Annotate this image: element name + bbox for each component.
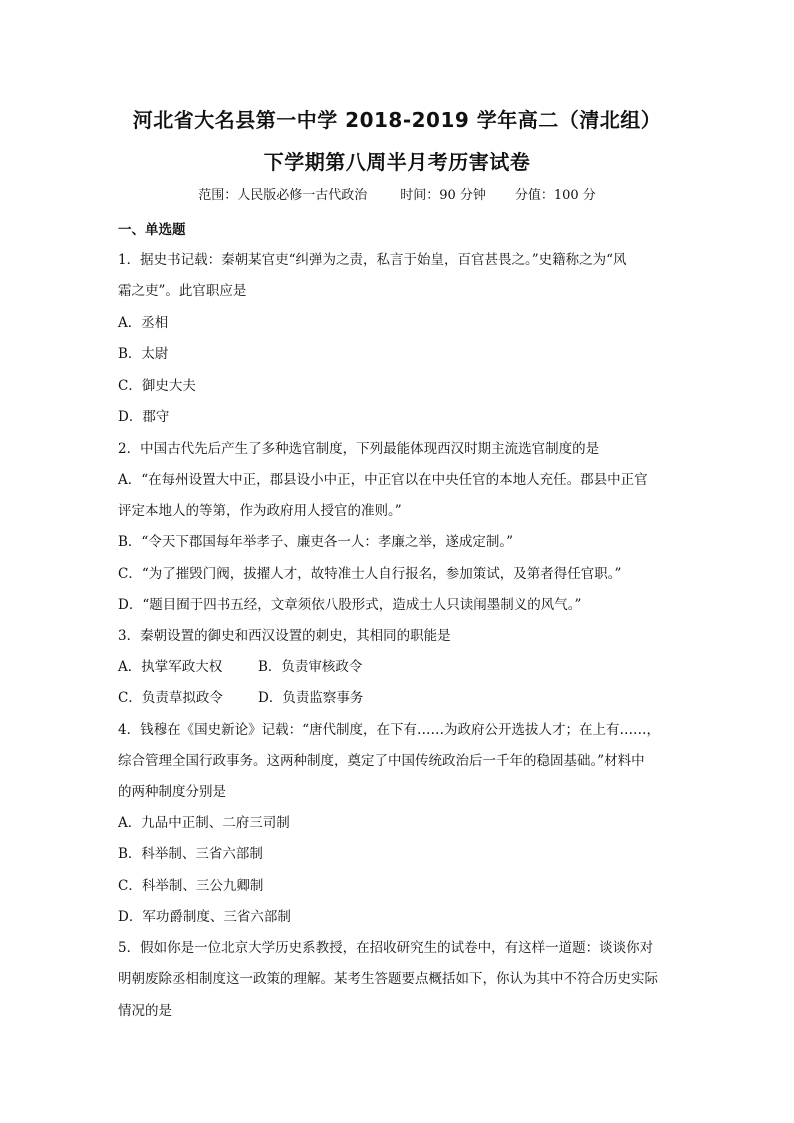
question-1-stem-line-2: 霜之吏”。此官职应是 (118, 283, 247, 299)
question-3-option-d: D．负责监察事务 (258, 690, 364, 706)
question-2-stem: 2．中国古代先后产生了多种选官制度，下列最能体现西汉时期主流选官制度的是 (118, 441, 600, 457)
question-2-option-a-line-1: A．“在每州设置大中正，郡县设小中正，中正官以在中央任官的本地人充任。郡县中正官 (118, 472, 648, 488)
question-4-stem-line-3: 的两种制度分别是 (118, 784, 226, 800)
question-4-stem-line-2: 综合管理全国行政事务。这两种制度，奠定了中国传统政治后一千年的稳固基础。”材料中 (118, 753, 645, 769)
question-4-option-d: D．军功爵制度、三省六部制 (118, 909, 291, 925)
exam-title-line-1: 河北省大名县第一中学 2018-2019 学年高二（清北组） (132, 108, 662, 132)
question-4-stem-line-1: 4．钱穆在《国史新论》记载：“唐代制度，在下有……为政府公开选拔人才；在上有……， (118, 722, 660, 738)
question-5-stem-line-2: 明朝废除丞相制度这一政策的理解。某考生答题要点概括如下，你认为其中不符合历史实际 (118, 971, 658, 987)
question-1-option-a: A．丞相 (118, 315, 169, 331)
section-heading: 一、单选题 (118, 222, 186, 238)
question-2-option-b: B．“令天下郡国每年举孝子、廉吏各一人：孝廉之举，遂成定制。” (118, 534, 513, 550)
question-5-stem-line-1: 5．假如你是一位北京大学历史系教授，在招收研究生的试卷中，有这样一道题：谈谈你对 (118, 940, 654, 956)
question-3-option-b: B．负责审核政令 (258, 659, 363, 675)
question-2-option-a-line-2: 评定本地人的等第，作为政府用人授官的准则。” (118, 503, 402, 519)
question-2-option-c: C．“为了摧毁门阀，拔擢人才，故特准士人自行报名，参加策试，及第者得任官职。” (118, 566, 622, 582)
exam-title-line-2: 下学期第八周半月考历害试卷 (263, 150, 531, 174)
question-3-option-a: A．执掌军政大权 (118, 659, 223, 675)
question-4-option-b: B．科举制、三省六部制 (118, 846, 263, 862)
question-1-option-d: D．郡守 (118, 409, 170, 425)
question-2-option-d: D．“题目囿于四书五经，文章须依八股形式，造成士人只读闱墨制义的风气。” (118, 597, 582, 613)
question-3-stem: 3．秦朝设置的御史和西汉设置的刺史，其相同的职能是 (118, 628, 451, 644)
question-3-option-c: C．负责草拟政令 (118, 690, 223, 706)
question-5-stem-line-3: 情况的是 (118, 1003, 172, 1019)
question-1-stem-line-1: 1．据史书记载：秦朝某官吏“纠弹为之责，私言于始皇，百官甚畏之。”史籍称之为“风 (118, 252, 627, 268)
exam-scope-time-score: 范围：人民版必修一古代政治 时间：90 分钟 分值：100 分 (198, 188, 596, 203)
question-1-option-c: C．御史大夫 (118, 378, 196, 394)
question-1-option-b: B．太尉 (118, 346, 169, 362)
question-4-option-a: A．九品中正制、二府三司制 (118, 815, 290, 831)
question-4-option-c: C．科举制、三公九卿制 (118, 878, 264, 894)
